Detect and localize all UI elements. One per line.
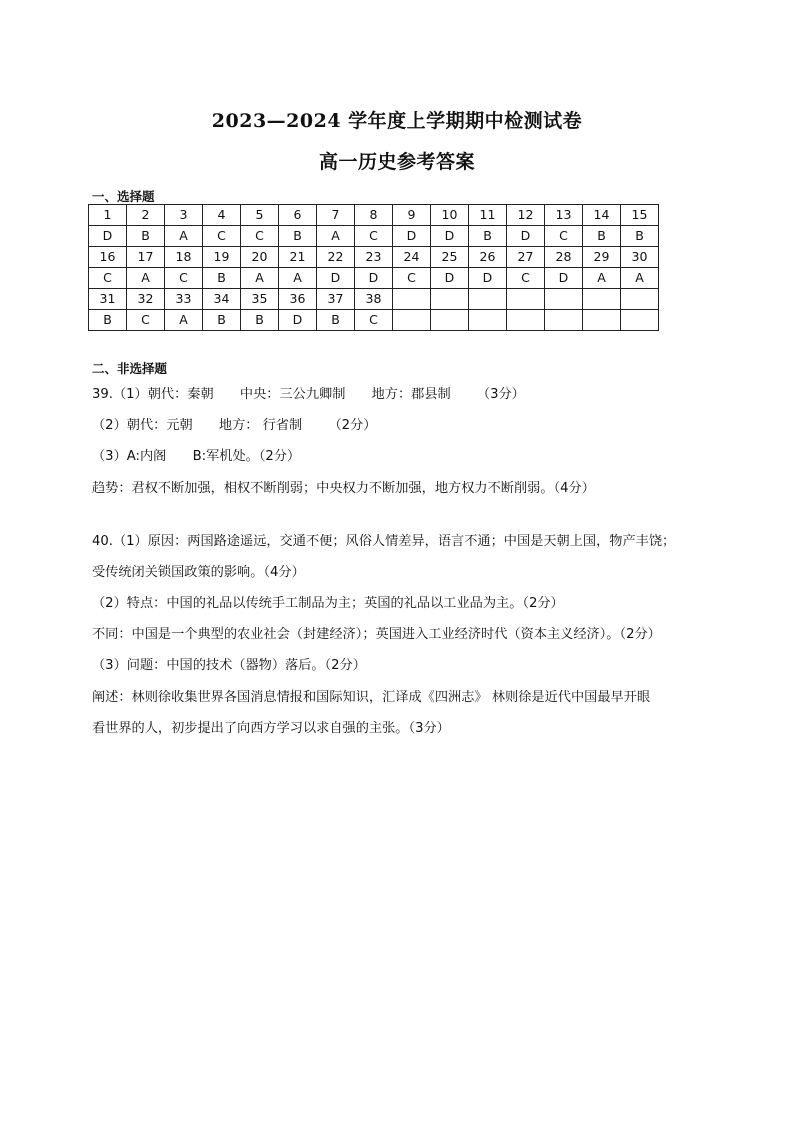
answer-cell: D: [279, 310, 317, 331]
answer-cell: B: [583, 226, 621, 247]
answer-cell: [469, 310, 507, 331]
question-number-cell: 17: [127, 247, 165, 268]
answer-cell: [393, 310, 431, 331]
answer-cell: D: [431, 268, 469, 289]
answer-table: [88, 204, 659, 331]
question-number-cell: 12: [507, 205, 545, 226]
question-number-cell: 36: [279, 289, 317, 310]
question-number-cell: 4: [203, 205, 241, 226]
question-number-cell: 10: [431, 205, 469, 226]
q39-part2-line: [92, 414, 376, 433]
answer-cell: C: [545, 226, 583, 247]
answer-cell: D: [545, 268, 583, 289]
answer-cell: B: [89, 310, 127, 331]
question-number-cell: 13: [545, 205, 583, 226]
question-number-cell: 8: [355, 205, 393, 226]
q40-line-4: 不同：中国是一个典型的农业社会（封建经济）；英国进入工业经济时代（资本主义经济）。（2分）: [92, 627, 661, 642]
q39-part1-score: （3分）: [476, 387, 525, 402]
q39-part3-a: （3）A:内阁: [92, 449, 167, 464]
question-number-cell: [507, 289, 545, 310]
question-number-cell: 14: [583, 205, 621, 226]
question-number-cell: 5: [241, 205, 279, 226]
answer-cell: A: [127, 268, 165, 289]
answer-cell: C: [241, 226, 279, 247]
answer-cell: B: [317, 310, 355, 331]
section-heading-non-choice: 二、非选择题: [92, 361, 168, 376]
answer-cell: [431, 310, 469, 331]
answer-cell: C: [355, 226, 393, 247]
answer-cell: [583, 310, 621, 331]
answer-cell: A: [583, 268, 621, 289]
q39-part3-line: [92, 445, 300, 464]
question-number-cell: 25: [431, 247, 469, 268]
q39-part2-local: 地方： 行省制: [218, 418, 303, 433]
q39-part2-dynasty: （2）朝代：元朝: [92, 418, 193, 433]
answer-cell: C: [89, 268, 127, 289]
answer-cell: A: [317, 226, 355, 247]
q40-line-6: 阐述：林则徐收集世界各国消息情报和国际知识，汇译成《四洲志》 林则徐是近代中国最早开眼: [92, 690, 651, 705]
question-number-cell: 20: [241, 247, 279, 268]
page-title: 2023—2024 学年度上学期期中检测试卷: [211, 110, 583, 132]
question-number-cell: 3: [165, 205, 203, 226]
question-number-cell: 31: [89, 289, 127, 310]
answer-row: [89, 310, 659, 331]
answer-cell: A: [241, 268, 279, 289]
question-number-cell: 27: [507, 247, 545, 268]
q39-part2-score: （2分）: [328, 418, 377, 433]
question-number-cell: 2: [127, 205, 165, 226]
q39-part1-line: [92, 383, 525, 402]
q40-line-2: 受传统闭关锁国政策的影响。（4分）: [92, 565, 305, 580]
section-heading-choice: 一、选择题: [92, 189, 155, 204]
answer-cell: C: [355, 310, 393, 331]
question-number-cell: [431, 289, 469, 310]
answer-row: [89, 268, 659, 289]
question-number-cell: 35: [241, 289, 279, 310]
answer-cell: B: [203, 310, 241, 331]
answer-cell: B: [203, 268, 241, 289]
question-number-cell: 38: [355, 289, 393, 310]
q40-line-3: （2）特点：中国的礼品以传统手工制品为主；英国的礼品以工业品为主。（2分）: [92, 596, 564, 611]
question-number-row: [89, 205, 659, 226]
question-number-cell: 33: [165, 289, 203, 310]
question-number-cell: 28: [545, 247, 583, 268]
answer-cell: C: [507, 268, 545, 289]
answer-cell: D: [507, 226, 545, 247]
question-number-cell: [545, 289, 583, 310]
question-number-cell: 9: [393, 205, 431, 226]
question-number-cell: 23: [355, 247, 393, 268]
answer-cell: A: [165, 226, 203, 247]
answer-cell: B: [279, 226, 317, 247]
question-number-cell: 15: [621, 205, 659, 226]
question-number-cell: 29: [583, 247, 621, 268]
question-number-cell: 24: [393, 247, 431, 268]
question-number-cell: 7: [317, 205, 355, 226]
question-number-cell: 26: [469, 247, 507, 268]
answer-cell: D: [469, 268, 507, 289]
question-number-cell: 1: [89, 205, 127, 226]
question-number-cell: [393, 289, 431, 310]
question-number-cell: 19: [203, 247, 241, 268]
answer-cell: A: [621, 268, 659, 289]
question-number-cell: 18: [165, 247, 203, 268]
answer-cell: [621, 310, 659, 331]
question-number-cell: 34: [203, 289, 241, 310]
question-number-cell: 32: [127, 289, 165, 310]
question-number-cell: [621, 289, 659, 310]
answer-cell: D: [393, 226, 431, 247]
question-number-cell: 37: [317, 289, 355, 310]
question-number-row: [89, 289, 659, 310]
answer-cell: A: [279, 268, 317, 289]
q40-line-7: 看世界的人，初步提出了向西方学习以求自强的主张。（3分）: [92, 721, 450, 736]
answer-cell: C: [165, 268, 203, 289]
answer-cell: C: [203, 226, 241, 247]
answer-cell: D: [431, 226, 469, 247]
q40-line-1: 40.（1）原因：两国路途遥远，交通不便；风俗人情差异，语言不通；中国是天朝上国，物产丰饶；: [92, 534, 676, 549]
answer-cell: A: [165, 310, 203, 331]
answer-cell: B: [241, 310, 279, 331]
question-number-cell: 21: [279, 247, 317, 268]
answer-cell: B: [469, 226, 507, 247]
answer-cell: [507, 310, 545, 331]
q39-part3-b: B:军机处。（2分）: [192, 449, 301, 464]
answer-cell: D: [89, 226, 127, 247]
question-number-cell: [469, 289, 507, 310]
answer-cell: C: [393, 268, 431, 289]
q39-trend-line: 趋势：君权不断加强，相权不断削弱；中央权力不断加强，地方权力不断削弱。（4分）: [92, 481, 595, 496]
question-number-row: [89, 247, 659, 268]
question-number-cell: 22: [317, 247, 355, 268]
question-number-cell: 16: [89, 247, 127, 268]
question-number-cell: 30: [621, 247, 659, 268]
q39-part1-local: 地方：郡县制: [371, 387, 451, 402]
q39-part1-central: 中央：三公九卿制: [239, 387, 346, 402]
page-subtitle: 高一历史参考答案: [318, 151, 475, 173]
answer-cell: B: [127, 226, 165, 247]
question-number-cell: 6: [279, 205, 317, 226]
question-number-cell: 11: [469, 205, 507, 226]
answer-row: [89, 226, 659, 247]
answer-cell: B: [621, 226, 659, 247]
q40-line-5: （3）问题：中国的技术（器物）落后。（2分）: [92, 658, 366, 673]
answer-cell: D: [317, 268, 355, 289]
answer-cell: D: [355, 268, 393, 289]
answer-cell: [545, 310, 583, 331]
q39-part1-dynasty: 39.（1）朝代：秦朝: [92, 387, 214, 402]
question-number-cell: [583, 289, 621, 310]
answer-cell: C: [127, 310, 165, 331]
